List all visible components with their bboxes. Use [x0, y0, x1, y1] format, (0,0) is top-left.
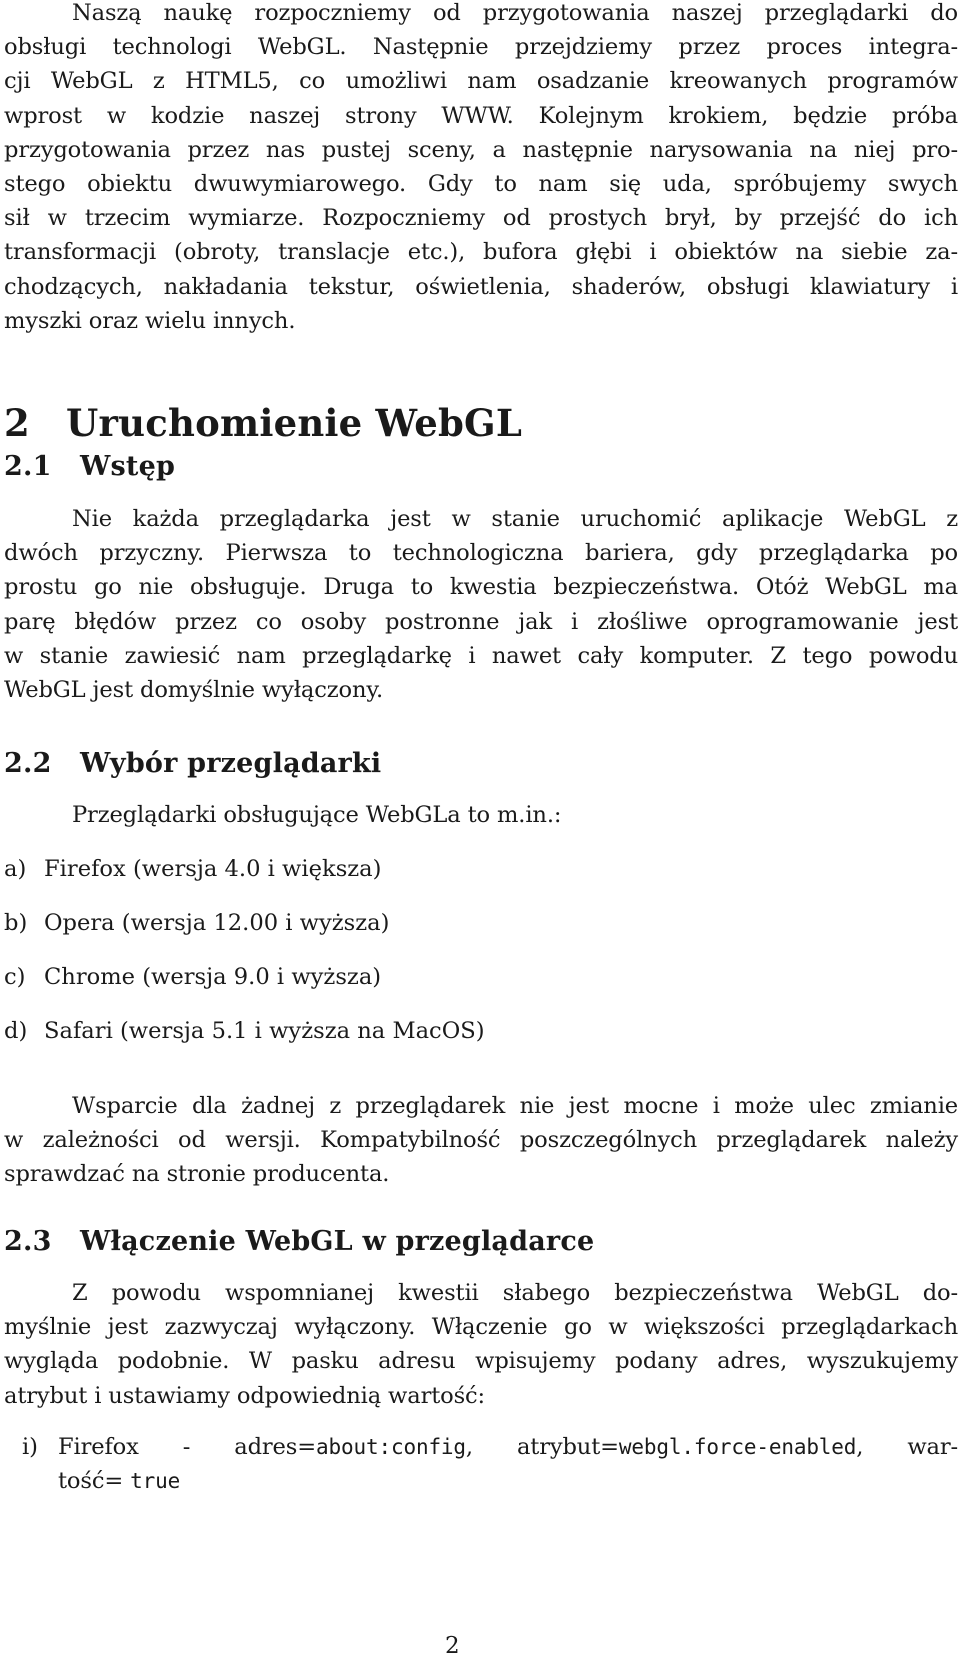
list-item — [4, 960, 381, 994]
list-marker: b) — [4, 910, 28, 936]
text-line: Przeglądarki obsługujące WebGLa to m.in.: — [72, 802, 562, 828]
subsection-heading — [4, 1226, 594, 1257]
text-line: Naszą naukę rozpoczniemy od przygotowania naszej przeglądarki do — [72, 0, 958, 26]
section-heading — [4, 401, 522, 445]
text-line: WebGL jest domyślnie wyłączony. — [4, 677, 383, 704]
code-true: true — [130, 1469, 181, 1494]
list-marker: c) — [4, 964, 26, 990]
text-line: w stanie zawiesić nam przeglądarkę i nawet cały komputer. Z tego powodu — [4, 642, 958, 669]
firefox-config-item — [22, 1430, 958, 1498]
text-line: transformacji (obroty, translacje etc.), bufora głębi i obiektów na siebie za- — [4, 239, 958, 266]
item-text: tość= — [58, 1468, 124, 1495]
list-item — [4, 906, 389, 940]
code-webgl-force-enabled: webgl.force-enabled — [618, 1435, 857, 1459]
subsection-title: Wstęp — [80, 451, 176, 482]
text-line: stego obiektu dwuwymiarowego. Gdy to nam się uda, spróbujemy swych — [4, 171, 958, 198]
text-line: sprawdzać na stronie producenta. — [4, 1161, 390, 1188]
text-line: sił w trzecim wymiarze. Rozpoczniemy od prostych brył, by przejść do ich — [4, 205, 958, 232]
browser-lead — [4, 798, 958, 832]
list-item — [4, 1014, 485, 1048]
text-line: cji WebGL z HTML5, co umożliwi nam osadzanie kreowanych programów — [4, 68, 958, 95]
text-line: parę błędów przez co osoby postronne jak i złośliwe oprogramowanie jest — [4, 608, 958, 635]
text-line: myszki oraz wielu innych. — [4, 307, 296, 334]
item-text: Firefox - adres= — [58, 1434, 316, 1460]
subsection-title: Wybór przeglądarki — [80, 748, 382, 779]
page-number: 2 — [445, 1633, 460, 1659]
subsection-number: 2.3 — [4, 1226, 52, 1257]
support-paragraph — [4, 1089, 958, 1192]
list-marker: i) — [22, 1434, 38, 1460]
list-marker: d) — [4, 1018, 28, 1044]
text-line: prostu go nie obsługuje. Druga to kwestia bezpieczeństwa. Otóż WebGL ma — [4, 574, 958, 601]
text-line: wprost w kodzie naszej strony WWW. Kolejnym krokiem, będzie próba — [4, 102, 958, 129]
item-text: , war- — [856, 1434, 958, 1460]
subsection-heading — [4, 451, 175, 482]
enable-paragraph — [4, 1276, 958, 1413]
text-line: obsługi technologi WebGL. Następnie przejdziemy przez proces integra- — [4, 34, 958, 61]
subsection-heading — [4, 748, 381, 779]
list-item-text: Firefox (wersja 4.0 i większa) — [44, 856, 382, 882]
section-title: Uruchomienie WebGL — [66, 401, 523, 445]
text-line: Wsparcie dla żadnej z przeglądarek nie jest mocne i może ulec zmianie — [72, 1093, 958, 1119]
item-text: , atrybut= — [465, 1434, 619, 1460]
text-line: wygląda podobnie. W pasku adresu wpisujemy podany adres, wyszukujemy — [4, 1348, 958, 1375]
list-item-text: Safari (wersja 5.1 i wyższa na MacOS) — [44, 1018, 485, 1044]
wstep-paragraph — [4, 502, 958, 707]
list-item-text: Chrome (wersja 9.0 i wyższa) — [44, 964, 382, 990]
list-marker: a) — [4, 856, 27, 882]
subsection-title: Włączenie WebGL w przeglądarce — [80, 1226, 595, 1257]
intro-paragraph — [4, 0, 958, 338]
code-about-config: about:config — [316, 1435, 466, 1459]
list-item — [4, 852, 381, 886]
text-line: Z powodu wspomnianej kwestii słabego bezpieczeństwa WebGL do- — [72, 1280, 958, 1306]
text-line: Nie każda przeglądarka jest w stanie uruchomić aplikacje WebGL z — [72, 506, 958, 532]
text-line: przygotowania przez nas pustej sceny, a następnie narysowania na niej pro- — [4, 136, 958, 163]
section-number: 2 — [4, 401, 30, 445]
text-line: myślnie jest zazwyczaj wyłączony. Włączenie go w większości przeglądarkach — [4, 1314, 958, 1341]
text-line: w zależności od wersji. Kompatybilność poszczególnych przeglądarek należy — [4, 1127, 958, 1154]
text-line: chodzących, nakładania tekstur, oświetlenia, shaderów, obsługi klawiatury i — [4, 273, 958, 300]
text-line: atrybut i ustawiamy odpowiednią wartość: — [4, 1382, 486, 1409]
text-line — [22, 1430, 958, 1464]
subsection-number: 2.2 — [4, 748, 52, 779]
subsection-number: 2.1 — [4, 451, 52, 482]
text-line: dwóch przyczny. Pierwsza to technologiczna bariera, gdy przeglądarka po — [4, 540, 958, 567]
list-item-text: Opera (wersja 12.00 i wyższa) — [44, 910, 390, 936]
text-line — [22, 1464, 958, 1498]
